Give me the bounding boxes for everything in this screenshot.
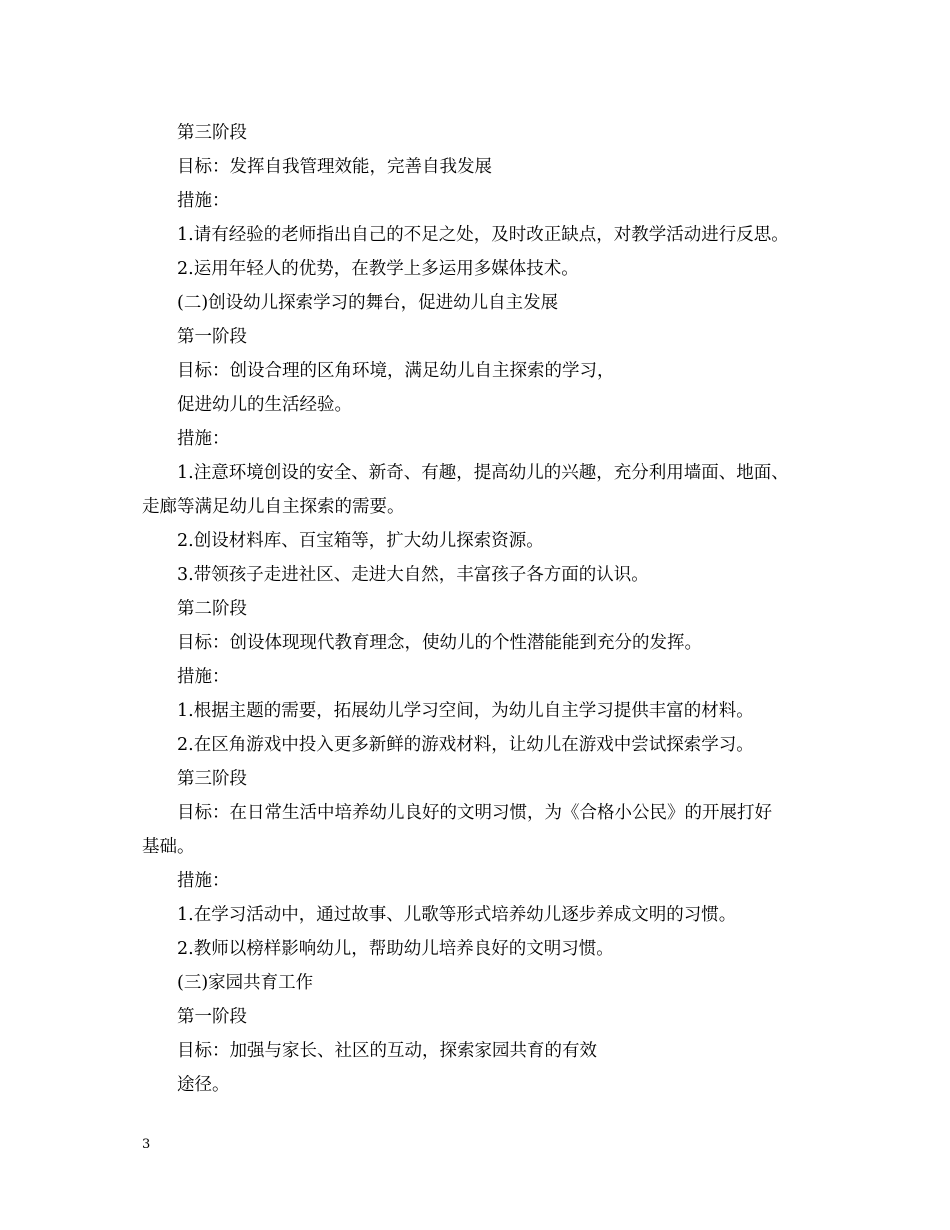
text-line: 目标：发挥自我管理效能，完善自我发展 bbox=[177, 157, 492, 177]
text-line: 基础。 bbox=[142, 837, 195, 857]
text-line: 措施： bbox=[177, 667, 230, 687]
text-line: 目标：创设合理的区角环境，满足幼儿自主探索的学习， bbox=[177, 361, 615, 381]
text-line: 第三阶段 bbox=[177, 769, 247, 789]
document-body bbox=[142, 116, 822, 1102]
text-line: 促进幼儿的生活经验。 bbox=[177, 395, 352, 415]
text-line: 第二阶段 bbox=[177, 599, 247, 619]
text-line: 2.教师以榜样影响幼儿，帮助幼儿培养良好的文明习惯。 bbox=[177, 939, 614, 959]
text-line: (三)家园共育工作 bbox=[177, 973, 314, 993]
text-line: 2.在区角游戏中投入更多新鲜的游戏材料，让幼儿在游戏中尝试探索学习。 bbox=[177, 735, 754, 755]
text-line: 措施： bbox=[177, 191, 230, 211]
text-line: 措施： bbox=[177, 429, 230, 449]
text-line: 1.请有经验的老师指出自己的不足之处，及时改正缺点，对教学活动进行反思。 bbox=[177, 225, 789, 245]
text-line: (二)创设幼儿探索学习的舞台，促进幼儿自主发展 bbox=[177, 293, 559, 313]
text-line: 3.带领孩子走进社区、走进大自然，丰富孩子各方面的认识。 bbox=[177, 565, 649, 585]
text-line: 1.在学习活动中，通过故事、儿歌等形式培养幼儿逐步养成文明的习惯。 bbox=[177, 905, 737, 925]
text-line: 1.注意环境创设的安全、新奇、有趣，提高幼儿的兴趣，充分利用墙面、地面、 bbox=[177, 463, 789, 483]
text-line: 第一阶段 bbox=[177, 327, 247, 347]
text-line: 第三阶段 bbox=[177, 123, 247, 143]
text-line: 1.根据主题的需要，拓展幼儿学习空间，为幼儿自主学习提供丰富的材料。 bbox=[177, 701, 754, 721]
text-line: 目标：在日常生活中培养幼儿良好的文明习惯，为《合格小公民》的开展打好 bbox=[177, 803, 772, 823]
text-line: 2.运用年轻人的优势，在教学上多运用多媒体技术。 bbox=[177, 259, 579, 279]
text-line: 2.创设材料库、百宝箱等，扩大幼儿探索资源。 bbox=[177, 531, 544, 551]
text-line: 目标：加强与家长、社区的互动，探索家园共育的有效 bbox=[177, 1041, 597, 1061]
text-line: 走廊等满足幼儿自主探索的需要。 bbox=[142, 497, 405, 517]
text-line: 措施： bbox=[177, 871, 230, 891]
page-number: 3 bbox=[142, 1137, 151, 1152]
text-line: 第一阶段 bbox=[177, 1007, 247, 1027]
text-line: 目标：创设体现现代教育理念，使幼儿的个性潜能能到充分的发挥。 bbox=[177, 633, 702, 653]
text-line: 途径。 bbox=[177, 1075, 230, 1095]
